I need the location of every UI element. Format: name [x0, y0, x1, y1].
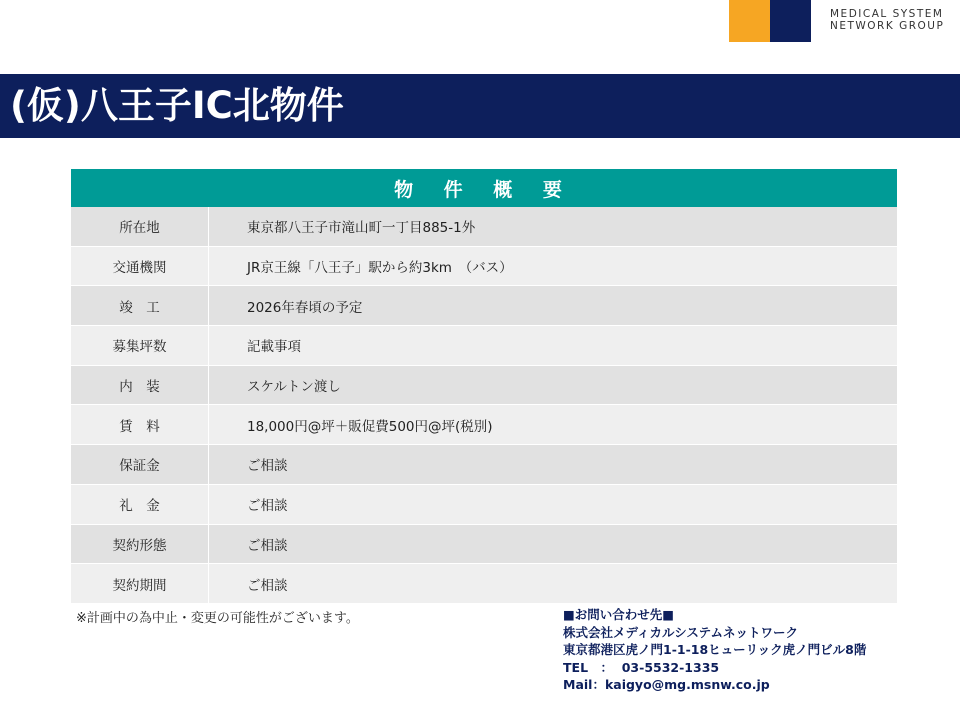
- table-row: [71, 366, 897, 406]
- table-row: [71, 207, 897, 247]
- logo-navy-square: [770, 0, 811, 42]
- logo-orange-square: [729, 0, 770, 42]
- contact-tel: TEL ： 03-5532-1335: [563, 659, 720, 675]
- contact-info: [563, 606, 866, 694]
- row-value: 2026年春頃の予定: [247, 299, 363, 316]
- row-value: JR京王線「八王子」駅から約3km （バス）: [247, 260, 513, 277]
- contact-mail[interactable]: Mail：kaigyo@mg.msnw.co.jp: [563, 677, 770, 692]
- row-value: ご相談: [247, 458, 288, 475]
- table-row: [71, 485, 897, 525]
- row-label: 契約形態: [71, 525, 209, 564]
- row-label: 内 装: [71, 366, 209, 405]
- logo-text-line2: NETWORK GROUP: [830, 20, 945, 32]
- table-rows: [71, 207, 897, 604]
- row-label: 募集坪数: [71, 326, 209, 365]
- title-bar: [0, 74, 960, 138]
- row-label: 保証金: [71, 445, 209, 484]
- row-value: ご相談: [247, 577, 288, 594]
- row-label: 契約期間: [71, 564, 209, 603]
- table-row: [71, 525, 897, 565]
- table-row: [71, 445, 897, 485]
- row-label: 賃 料: [71, 405, 209, 444]
- row-value: 記載事項: [247, 339, 301, 356]
- table-row: [71, 247, 897, 287]
- row-label: 礼 金: [71, 485, 209, 524]
- row-label: 竣 工: [71, 286, 209, 325]
- logo-text: [830, 8, 944, 32]
- row-value: 18,000円@坪＋販促費500円@坪(税別): [247, 418, 493, 435]
- row-label: 交通機関: [71, 247, 209, 286]
- row-label: 所在地: [71, 207, 209, 246]
- table-row: [71, 286, 897, 326]
- row-value: ご相談: [247, 537, 288, 554]
- row-value: スケルトン渡し: [247, 379, 341, 396]
- contact-company: 株式会社メディカルシステムネットワーク: [563, 624, 798, 640]
- company-logo: [729, 0, 811, 42]
- page-title: (仮)八王子IC北物件: [10, 84, 344, 127]
- contact-heading: ■お問い合わせ先■: [563, 607, 675, 622]
- row-value: 東京都八王子市滝山町一丁目885-1外: [247, 220, 476, 237]
- table-row: [71, 405, 897, 445]
- logo-text-line1: MEDICAL SYSTEM: [830, 8, 944, 20]
- disclaimer-note: ※計画中の為中止・変更の可能性がございます。: [76, 611, 359, 626]
- table-row: [71, 564, 897, 604]
- table-header: 物 件 概 要: [71, 169, 897, 207]
- row-value: ご相談: [247, 498, 288, 515]
- property-summary-table: [71, 169, 897, 604]
- contact-address: 東京都港区虎ノ門1-1-18ヒューリック虎ノ門ビル8階: [563, 642, 867, 657]
- table-row: [71, 326, 897, 366]
